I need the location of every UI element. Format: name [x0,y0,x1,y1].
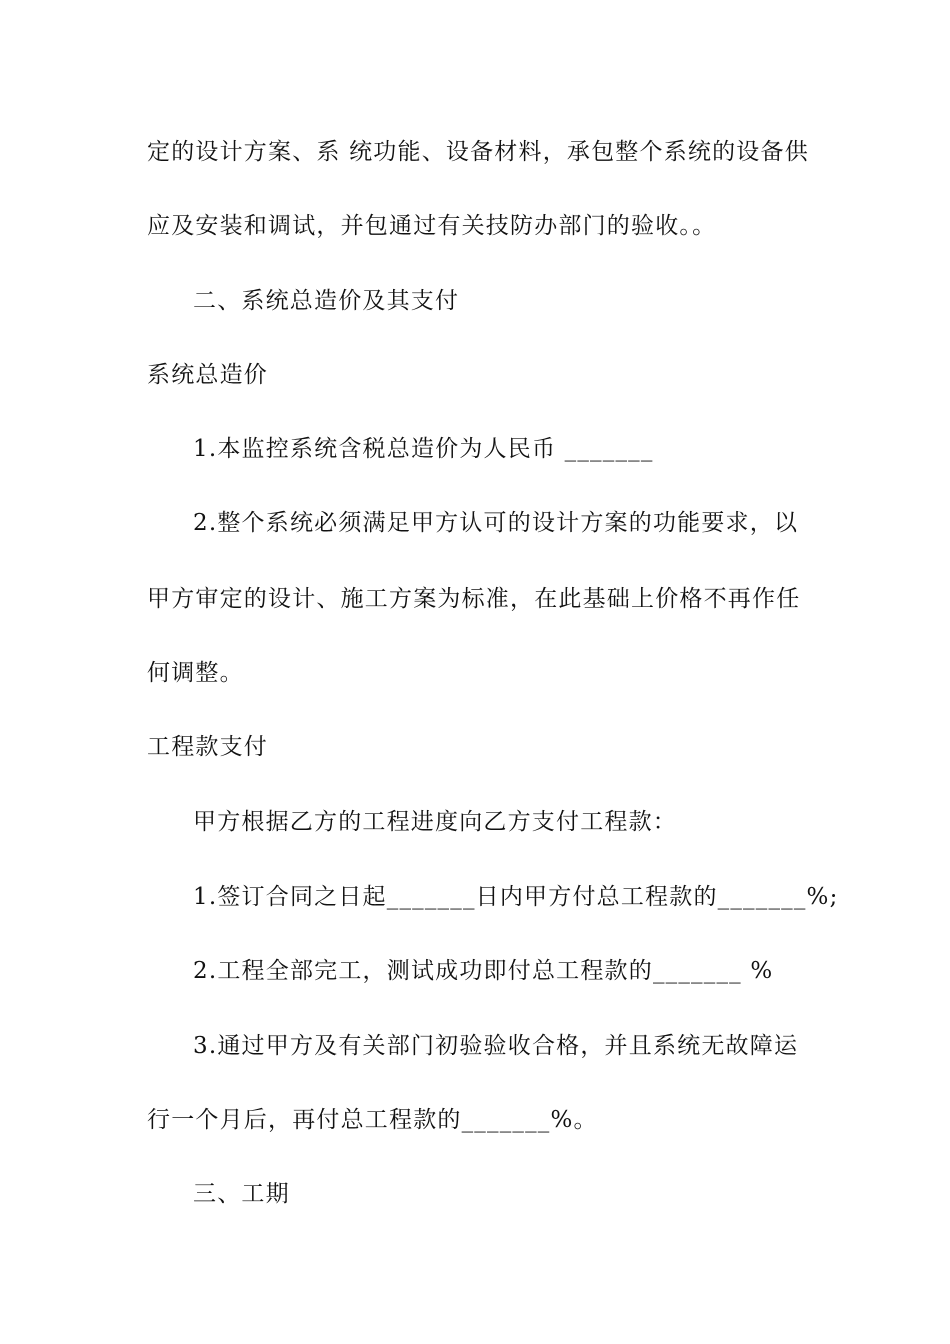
paragraph-line: 行一个月后，再付总工程款的_______%。 [147,1107,598,1133]
paragraph-line: 定的设计方案、系 统功能、设备材料，承包整个系统的设备供 [147,139,809,165]
paragraph-line: 甲方根据乙方的工程进度向乙方支付工程款： [193,809,677,835]
section-heading: 三、工期 [193,1181,290,1207]
paragraph-line: 3.通过甲方及有关部门初验验收合格，并且系统无故障运 [193,1033,799,1059]
subsection-heading: 工程款支付 [147,734,268,760]
paragraph-line: 应及安装和调试，并包通过有关技防办部门的验收。。 [147,213,717,239]
section-heading: 二、系统总造价及其支付 [193,288,460,314]
paragraph-line: 甲方审定的设计、施工方案为标准，在此基础上价格不再作任 [147,586,801,612]
paragraph-line: 2.工程全部完工，测试成功即付总工程款的_______ % [193,958,774,984]
paragraph-line: 2.整个系统必须满足甲方认可的设计方案的功能要求，以 [193,510,799,536]
paragraph-line: 1.签订合同之日起_______日内甲方付总工程款的_______%; [193,884,839,910]
paragraph-line: 1.本监控系统含税总造价为人民币 _______ [193,436,654,462]
subsection-heading: 系统总造价 [147,362,268,388]
paragraph-line: 何调整。 [147,660,244,686]
